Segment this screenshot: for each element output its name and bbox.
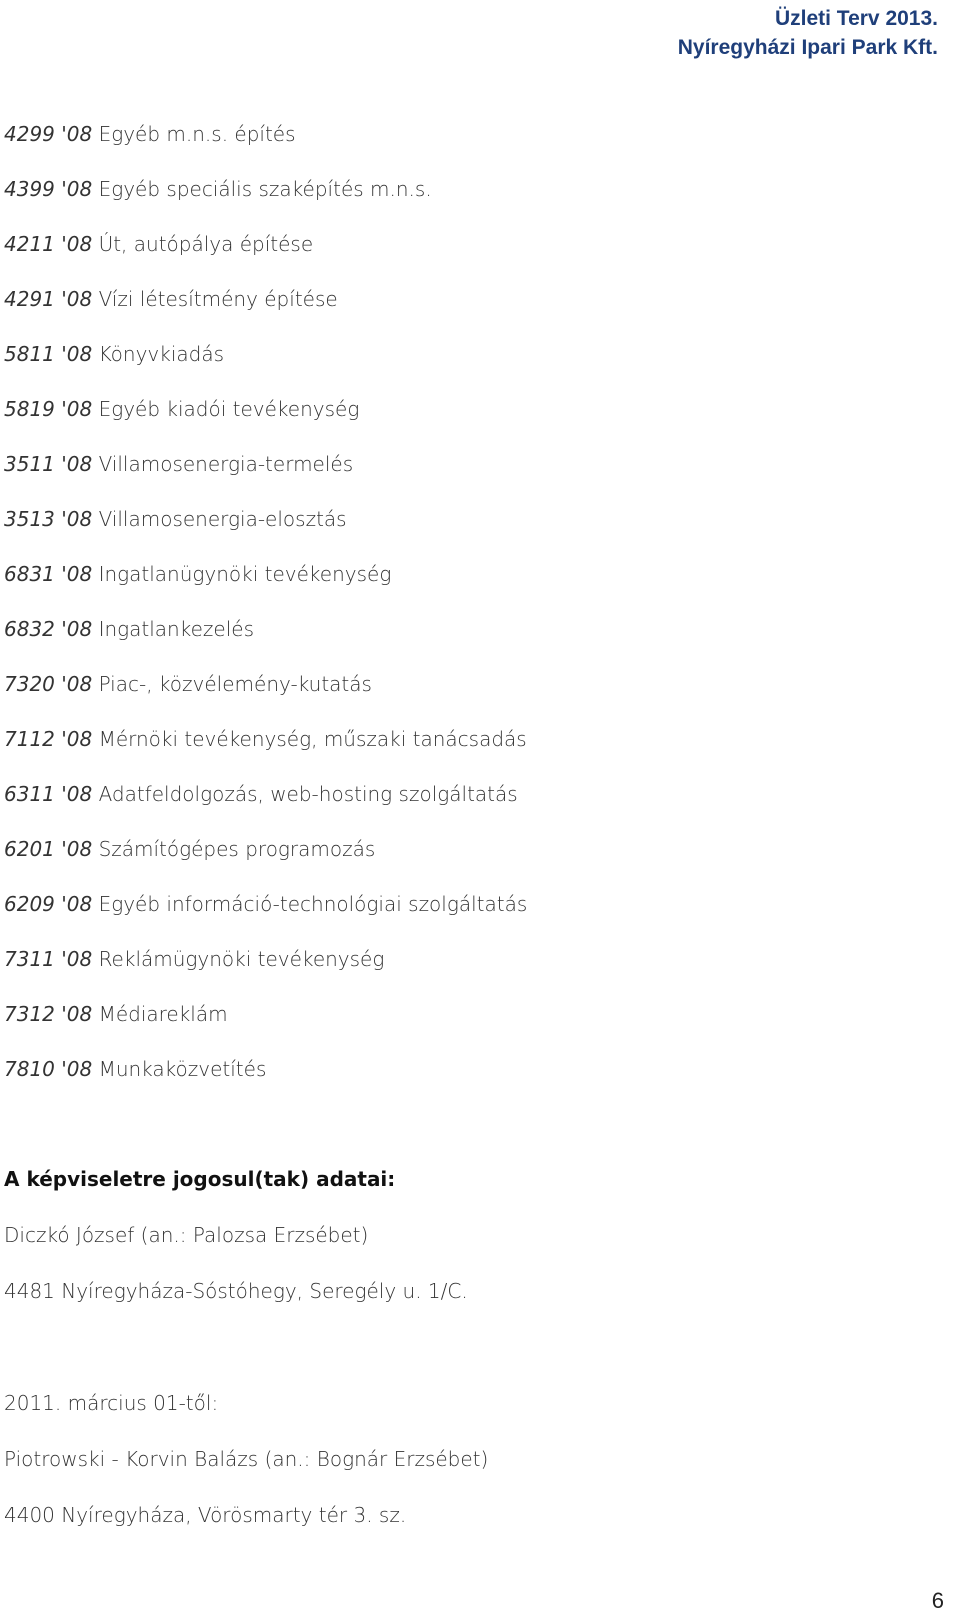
activity-item bbox=[4, 228, 527, 283]
activity-code: 5811 '08 bbox=[4, 342, 93, 366]
activity-name: Médiareklám bbox=[98, 1002, 228, 1026]
activity-code: 4291 '08 bbox=[4, 287, 93, 311]
activity-list bbox=[4, 118, 527, 1108]
activity-code: 7810 '08 bbox=[4, 1057, 93, 1081]
header-plan-title: Üzleti Terv 2013. bbox=[774, 7, 938, 30]
activity-code: 4211 '08 bbox=[4, 232, 93, 256]
activity-name: Adatfeldolgozás, web-hosting szolgáltatás bbox=[98, 782, 518, 806]
activity-code: 6311 '08 bbox=[4, 782, 93, 806]
activity-code: 7312 '08 bbox=[4, 1002, 93, 1026]
activity-name: Egyéb m.n.s. építés bbox=[98, 122, 296, 146]
activity-code: 6209 '08 bbox=[4, 892, 93, 916]
activity-code: 7320 '08 bbox=[4, 672, 93, 696]
activity-code: 4399 '08 bbox=[4, 177, 93, 201]
activity-item bbox=[4, 283, 527, 338]
activity-item bbox=[4, 723, 527, 778]
first-representative-name: Diczkó József (an.: Palozsa Erzsébet) bbox=[4, 1223, 369, 1247]
activity-name: Könyvkiadás bbox=[98, 342, 225, 366]
activity-name: Vízi létesítmény építése bbox=[98, 287, 338, 311]
activity-item bbox=[4, 833, 527, 888]
activity-code: 7311 '08 bbox=[4, 947, 93, 971]
activity-item bbox=[4, 338, 527, 393]
activity-name: Út, autópálya építése bbox=[98, 232, 314, 256]
page-number: 6 bbox=[931, 1588, 944, 1613]
document-header bbox=[678, 4, 938, 62]
representatives-heading: A képviseletre jogosul(tak) adatai: bbox=[4, 1167, 396, 1191]
activity-code: 3511 '08 bbox=[4, 452, 93, 476]
activity-item bbox=[4, 118, 527, 173]
activity-item bbox=[4, 448, 527, 503]
activity-name: Piac-, közvélemény-kutatás bbox=[98, 672, 372, 696]
activity-item bbox=[4, 888, 527, 943]
activity-code: 4299 '08 bbox=[4, 122, 93, 146]
activity-item bbox=[4, 558, 527, 613]
activity-item bbox=[4, 1053, 527, 1108]
activity-name: Munkaközvetítés bbox=[98, 1057, 267, 1081]
activity-code: 6831 '08 bbox=[4, 562, 93, 586]
activity-name: Reklámügynöki tevékenység bbox=[98, 947, 385, 971]
activity-item bbox=[4, 943, 527, 998]
activity-name: Egyéb speciális szaképítés m.n.s. bbox=[98, 177, 432, 201]
activity-code: 6832 '08 bbox=[4, 617, 93, 641]
activity-item bbox=[4, 393, 527, 448]
activity-name: Mérnöki tevékenység, műszaki tanácsadás bbox=[98, 727, 527, 751]
activity-name: Számítógépes programozás bbox=[98, 837, 376, 861]
activity-code: 7112 '08 bbox=[4, 727, 93, 751]
second-representative-address: 4400 Nyíregyháza, Vörösmarty tér 3. sz. bbox=[4, 1503, 407, 1527]
activity-code: 3513 '08 bbox=[4, 507, 93, 531]
first-representative-address: 4481 Nyíregyháza-Sóstóhegy, Seregély u. 1/C. bbox=[4, 1279, 468, 1303]
second-representative-name: Piotrowski - Korvin Balázs (an.: Bognár Erzsébet) bbox=[4, 1447, 489, 1471]
activity-item bbox=[4, 668, 527, 723]
activity-code: 5819 '08 bbox=[4, 397, 93, 421]
activity-name: Ingatlanügynöki tevékenység bbox=[98, 562, 392, 586]
activity-item bbox=[4, 613, 527, 668]
activity-name: Villamosenergia-termelés bbox=[98, 452, 354, 476]
header-company-name: Nyíregyházi Ipari Park Kft. bbox=[677, 36, 938, 59]
activity-item bbox=[4, 173, 527, 228]
activity-name: Ingatlankezelés bbox=[98, 617, 254, 641]
since-date: 2011. március 01-től: bbox=[4, 1391, 219, 1415]
activity-item bbox=[4, 998, 527, 1053]
activity-name: Villamosenergia-elosztás bbox=[98, 507, 347, 531]
activity-code: 6201 '08 bbox=[4, 837, 93, 861]
activity-item bbox=[4, 778, 527, 833]
activity-name: Egyéb kiadói tevékenység bbox=[98, 397, 360, 421]
activity-item bbox=[4, 503, 527, 558]
activity-name: Egyéb információ-technológiai szolgáltatás bbox=[98, 892, 528, 916]
